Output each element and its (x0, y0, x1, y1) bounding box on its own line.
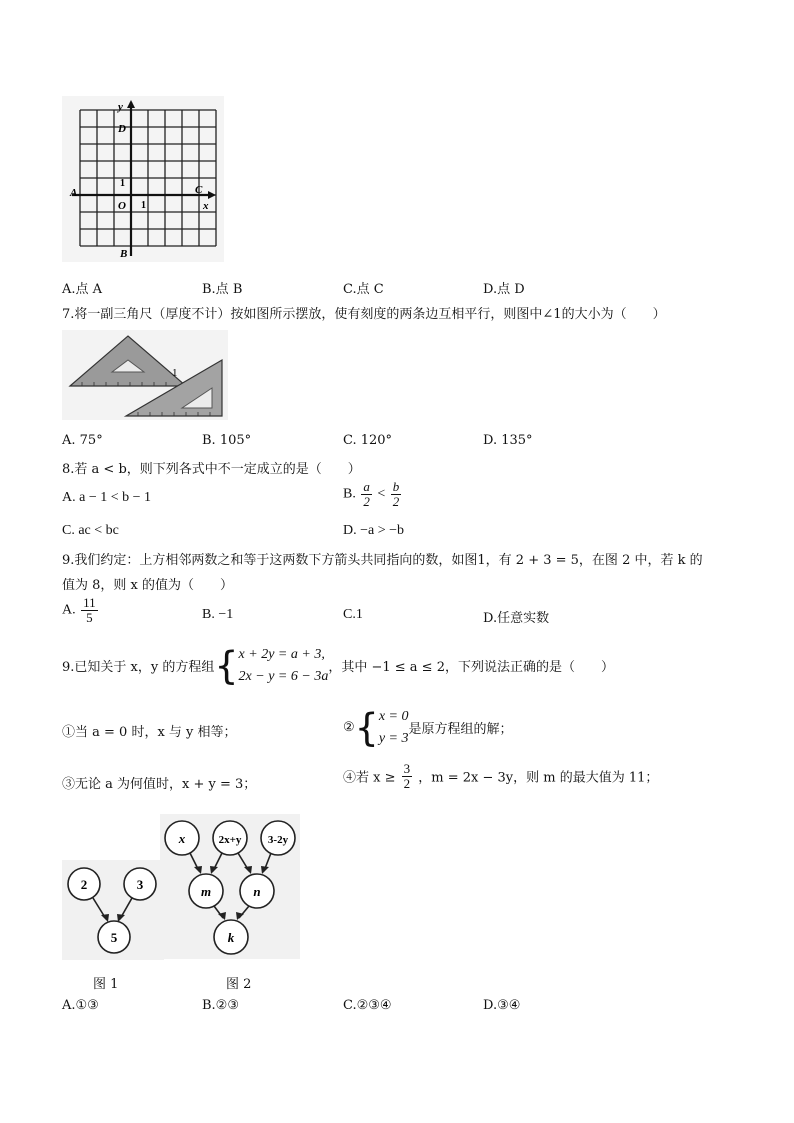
grid-label-d: D (118, 123, 126, 135)
fig2-node-x: x (178, 831, 186, 846)
q9b-stem (62, 644, 614, 687)
q6-option-b[interactable]: B.点 B (202, 282, 243, 297)
q9b-option-d[interactable]: D.③④ (483, 998, 521, 1013)
q6-option-d[interactable]: D.点 D (483, 282, 525, 297)
left-brace: { (354, 705, 379, 750)
q9b-option-c[interactable]: C.②③④ (343, 998, 392, 1013)
solution-y: y = 3 (378, 730, 409, 746)
frac-numerator: 3 (403, 761, 411, 776)
q7-option-d[interactable]: D. 135° (483, 433, 533, 448)
coordinate-grid-figure (62, 96, 224, 262)
q8-option-d[interactable]: D. −a > −b (343, 523, 405, 538)
q9a-stem-line2: 值为 8，则 x 的值为（ ） (62, 578, 233, 593)
q8-option-a[interactable]: A. a − 1 < b − 1 (62, 490, 152, 505)
q9a-option-a-prefix: A. (62, 602, 76, 618)
solution-system (379, 706, 409, 749)
q6-option-c[interactable]: C.点 C (343, 282, 384, 297)
equation-system (239, 644, 329, 687)
q9a-option-c[interactable]: C.1 (343, 607, 363, 622)
q9a-stem-line1: 9.我们约定：上方相邻两数之和等于这两数下方箭头共同指向的数，如图1，有 2 + 3 = 5，在图 2 中，若 k 的 (62, 553, 703, 568)
q9a-option-a[interactable] (62, 596, 100, 624)
fig2-node-n: n (253, 884, 261, 899)
fig2-node-3-minus-2y: 3-2y (267, 834, 289, 846)
fig2-node-k: k (227, 930, 235, 945)
q9b-option-b[interactable]: B.②③ (202, 998, 239, 1013)
grid-label-one-x: 1 (141, 200, 146, 211)
frac-denominator: 2 (403, 775, 411, 791)
grid-label-c: C (195, 184, 203, 196)
fraction-3-over-2 (402, 762, 413, 790)
fig1-node-2: 2 (80, 877, 88, 892)
fig2-node-2x-plus-y: 2x+y (218, 834, 242, 846)
statement-2-suffix: 是原方程组的解； (408, 722, 513, 738)
q6-option-a[interactable]: A.点 A (62, 282, 103, 297)
fig1-node-5: 5 (110, 930, 118, 945)
statement-3: ③无论 a 为何值时，x + y = 3； (62, 777, 257, 792)
statement-1: ①当 a = 0 时，x 与 y 相等； (62, 725, 237, 740)
q9a-option-d[interactable]: D.任意实数 (483, 611, 550, 626)
figure-1-caption: 图 1 (93, 977, 119, 992)
fraction-a-over-2 (361, 480, 372, 508)
statement-2 (343, 706, 513, 749)
figure-2-diagram (160, 814, 300, 959)
q7-option-c[interactable]: C. 120° (343, 433, 393, 448)
figure-1-diagram (62, 860, 164, 960)
fraction-11-over-5 (81, 596, 98, 624)
statement-4 (343, 762, 658, 790)
statement-4-prefix: ④若 x ≥ (343, 770, 396, 786)
q8-option-b-prefix: B. (343, 486, 356, 502)
grid-label-b: B (120, 248, 128, 260)
grid-label-y: y (118, 101, 123, 113)
left-brace: { (214, 643, 239, 688)
equation-1: x + 2y = a + 3, (238, 647, 325, 662)
q9a-option-b[interactable]: B. −1 (202, 607, 234, 622)
equation-2: 2x − y = 6 − 3a (238, 668, 329, 684)
statement-4-suffix: ，m = 2x − 3y，则 m 的最大值为 11； (418, 770, 659, 786)
frac-denominator: 2 (392, 493, 400, 509)
less-than-sign: < (377, 486, 386, 502)
fraction-b-over-2 (391, 480, 402, 508)
q8-option-c[interactable]: C. ac < bc (62, 523, 119, 538)
q9b-stem-suffix: ，其中 −1 ≤ a ≤ 2，下列说法正确的是（ ） (328, 660, 614, 676)
frac-numerator: a (363, 479, 370, 494)
statement-2-prefix: ② (343, 720, 355, 736)
triangle-rulers-figure (62, 330, 228, 420)
q8-option-b[interactable] (343, 480, 403, 508)
angle-1-label: 1 (172, 367, 178, 379)
figure-2-caption: 图 2 (226, 977, 252, 992)
q8-stem: 8.若 a < b，则下列各式中不一定成立的是（ ） (62, 462, 361, 477)
frac-numerator: b (392, 479, 400, 494)
grid-label-one-y: 1 (120, 178, 125, 189)
q9b-option-a[interactable]: A.①③ (62, 998, 99, 1013)
solution-x: x = 0 (378, 709, 409, 724)
grid-label-o: O (118, 200, 126, 212)
grid-label-x: x (203, 200, 209, 212)
frac-numerator: 11 (83, 595, 96, 610)
fig2-node-m: m (200, 884, 212, 899)
frac-denominator: 2 (363, 493, 370, 509)
fig1-node-3: 3 (136, 877, 144, 892)
frac-denominator: 5 (86, 609, 93, 625)
q7-option-b[interactable]: B. 105° (202, 433, 252, 448)
q7-stem: 7.将一副三角尺（厚度不计）按如图所示摆放，使有刻度的两条边互相平行，则图中∠1的大小为（ ） (62, 307, 666, 322)
q9b-stem-prefix: 9.已知关于 x，y 的方程组 (62, 660, 215, 676)
grid-label-a: A (70, 187, 78, 199)
q7-option-a[interactable]: A. 75° (62, 433, 103, 448)
